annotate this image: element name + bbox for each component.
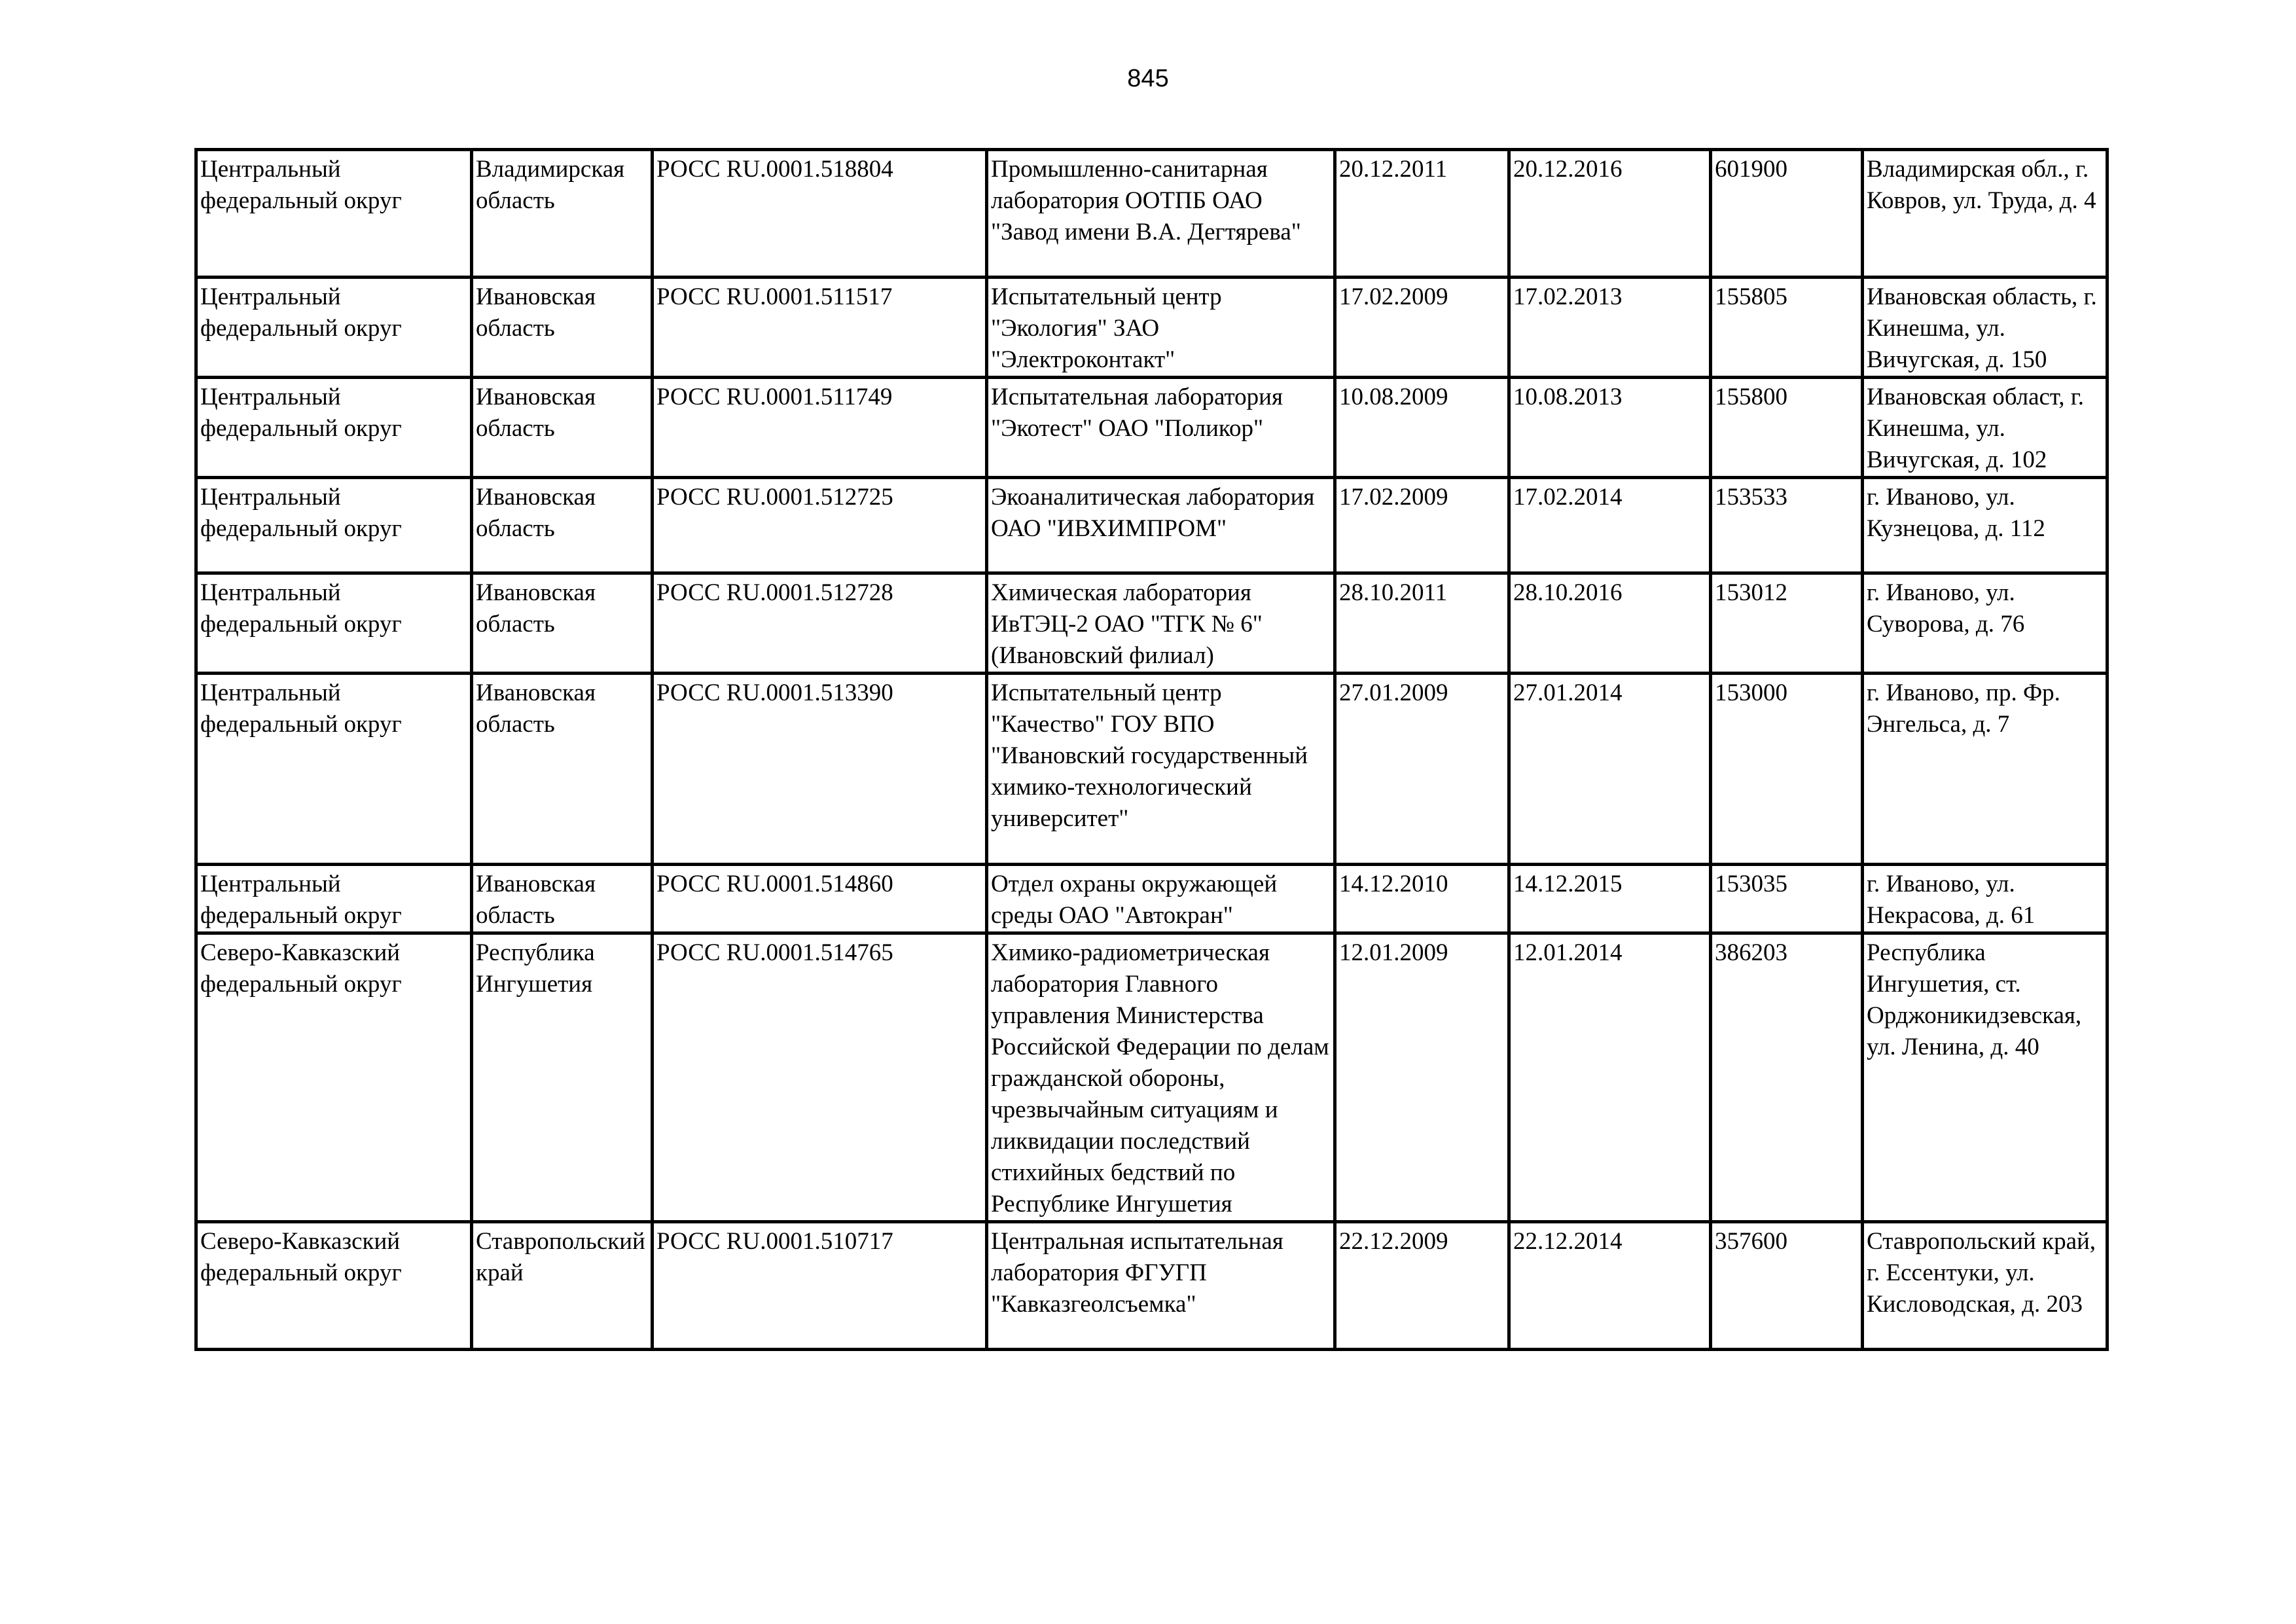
district-cell [196, 278, 472, 378]
page-number: 845 [1127, 65, 1169, 92]
certificate-number-cell-text: РОСС RU.0001.511749 [656, 384, 893, 410]
address-cell-text: Ивановская область, г. Кинешма, ул. Вичугская, д. 150 [1867, 283, 2097, 373]
table-row [196, 478, 2108, 573]
region-cell-text: Ивановская область [476, 679, 596, 738]
postal-code-cell-text: 153000 [1715, 679, 1787, 706]
district-cell [196, 150, 472, 278]
certificate-number-cell [653, 573, 987, 674]
address-cell-text: г. Иваново, ул. Кузнецова, д. 112 [1867, 484, 2045, 542]
address-cell-text: г. Иваново, ул. Некрасова, д. 61 [1867, 871, 2036, 929]
postal-code-cell [1711, 478, 1863, 573]
region-cell [472, 674, 653, 865]
region-cell-text: Ивановская область [476, 384, 596, 442]
organization-cell [987, 933, 1335, 1222]
date-from-cell [1335, 933, 1509, 1222]
address-cell [1863, 573, 2108, 674]
organization-cell [987, 278, 1335, 378]
organization-cell [987, 573, 1335, 674]
region-cell [472, 933, 653, 1222]
certificate-number-cell-text: РОСС RU.0001.512725 [656, 484, 893, 511]
postal-code-cell [1711, 865, 1863, 933]
date-from-cell-text: 22.12.2009 [1339, 1228, 1448, 1255]
region-cell [472, 150, 653, 278]
region-cell [472, 1222, 653, 1350]
certificate-number-cell-text: РОСС RU.0001.514860 [656, 871, 893, 897]
date-from-cell [1335, 378, 1509, 478]
district-cell-text: Центральный федеральный округ [200, 871, 402, 929]
date-from-cell-text: 17.02.2009 [1339, 283, 1448, 310]
date-to-cell [1509, 865, 1711, 933]
date-from-cell [1335, 674, 1509, 865]
district-cell [196, 865, 472, 933]
organization-cell-text: Отдел охраны окружающей среды ОАО "Автокран" [991, 871, 1278, 929]
region-cell-text: Ивановская область [476, 283, 596, 342]
certificate-number-cell [653, 150, 987, 278]
certificate-number-cell-text: РОСС RU.0001.518804 [656, 156, 893, 183]
address-cell [1863, 278, 2108, 378]
postal-code-cell-text: 386203 [1715, 939, 1787, 966]
postal-code-cell-text: 153035 [1715, 871, 1787, 897]
organization-cell-text: Испытательная лаборатория "Экотест" ОАО "Поликор" [991, 384, 1283, 442]
postal-code-cell [1711, 150, 1863, 278]
district-cell [196, 1222, 472, 1350]
date-to-cell-text: 10.08.2013 [1513, 384, 1623, 410]
postal-code-cell [1711, 933, 1863, 1222]
region-cell [472, 478, 653, 573]
district-cell-text: Центральный федеральный округ [200, 679, 402, 738]
date-to-cell-text: 28.10.2016 [1513, 579, 1623, 606]
address-cell-text: Ставропольский край, г. Ессентуки, ул. Кисловодская, д. 203 [1867, 1228, 2096, 1318]
date-to-cell-text: 27.01.2014 [1513, 679, 1623, 706]
organization-cell-text: Промышленно-санитарная лаборатория ООТПБ ОАО "Завод имени В.А. Дегтярева" [991, 156, 1301, 245]
date-to-cell [1509, 278, 1711, 378]
postal-code-cell [1711, 573, 1863, 674]
address-cell [1863, 674, 2108, 865]
date-from-cell-text: 20.12.2011 [1339, 156, 1448, 183]
certificate-number-cell [653, 278, 987, 378]
organization-cell [987, 1222, 1335, 1350]
district-cell [196, 573, 472, 674]
district-cell [196, 378, 472, 478]
district-cell-text: Центральный федеральный округ [200, 484, 402, 542]
district-cell-text: Центральный федеральный округ [200, 579, 402, 638]
date-to-cell-text: 14.12.2015 [1513, 871, 1623, 897]
date-from-cell [1335, 150, 1509, 278]
certificate-number-cell-text: РОСС RU.0001.511517 [656, 283, 893, 310]
date-to-cell-text: 17.02.2013 [1513, 283, 1623, 310]
organization-cell-text: Испытательный центр "Качество" ГОУ ВПО "Ивановский государственный химико-технологический университет" [991, 679, 1308, 832]
address-cell-text: Ивановская област, г. Кинешма, ул. Вичугская, д. 102 [1867, 384, 2085, 473]
organization-cell-text: Центральная испытательная лаборатория ФГУГП "Кавказгеолсъемка" [991, 1228, 1283, 1318]
district-cell-text: Северо-Кавказский федеральный округ [200, 939, 402, 998]
district-cell-text: Северо-Кавказский федеральный округ [200, 1228, 402, 1286]
certificate-number-cell-text: РОСС RU.0001.513390 [656, 679, 893, 706]
postal-code-cell [1711, 378, 1863, 478]
postal-code-cell [1711, 1222, 1863, 1350]
certificate-number-cell-text: РОСС RU.0001.514765 [656, 939, 893, 966]
date-from-cell [1335, 1222, 1509, 1350]
certificate-number-cell [653, 378, 987, 478]
date-from-cell [1335, 865, 1509, 933]
organization-cell-text: Химико-радиометрическая лаборатория Главного управления Министерства Российской Федерации по делам гражданской обороны, чрезвычайным ситуациям и ликвидации последствий стихийных бедствий по Республике Ингушетия [991, 939, 1329, 1218]
table-row [196, 674, 2108, 865]
date-from-cell-text: 14.12.2010 [1339, 871, 1448, 897]
district-cell-text: Центральный федеральный округ [200, 156, 402, 214]
postal-code-cell-text: 155805 [1715, 283, 1787, 310]
address-cell-text: г. Иваново, пр. Фр. Энгельса, д. 7 [1867, 679, 2060, 738]
organization-cell-text: Испытательный центр "Экология" ЗАО "Электроконтакт" [991, 283, 1222, 373]
certificate-number-cell-text: РОСС RU.0001.512728 [656, 579, 893, 606]
date-to-cell [1509, 1222, 1711, 1350]
region-cell-text: Ивановская область [476, 484, 596, 542]
date-from-cell [1335, 278, 1509, 378]
date-from-cell [1335, 573, 1509, 674]
district-cell [196, 674, 472, 865]
address-cell [1863, 378, 2108, 478]
certificate-number-cell [653, 478, 987, 573]
certificate-number-cell-text: РОСС RU.0001.510717 [656, 1228, 893, 1255]
postal-code-cell-text: 601900 [1715, 156, 1787, 183]
date-to-cell [1509, 478, 1711, 573]
region-cell-text: Владимирская область [476, 156, 625, 214]
date-from-cell-text: 27.01.2009 [1339, 679, 1448, 706]
district-cell-text: Центральный федеральный округ [200, 384, 402, 442]
address-cell [1863, 865, 2108, 933]
certificate-number-cell [653, 933, 987, 1222]
table-row [196, 1222, 2108, 1350]
certificate-number-cell [653, 865, 987, 933]
organization-cell [987, 478, 1335, 573]
address-cell-text: Владимирская обл., г. Ковров, ул. Труда, д. 4 [1867, 156, 2096, 214]
certificate-number-cell [653, 674, 987, 865]
region-cell-text: Республика Ингушетия [476, 939, 595, 998]
region-cell-text: Ивановская область [476, 871, 596, 929]
postal-code-cell-text: 357600 [1715, 1228, 1787, 1255]
date-from-cell-text: 10.08.2009 [1339, 384, 1448, 410]
date-to-cell-text: 12.01.2014 [1513, 939, 1623, 966]
organization-cell-text: Экоаналитическая лаборатория ОАО "ИВХИМПРОМ" [991, 484, 1315, 542]
date-to-cell [1509, 573, 1711, 674]
address-cell [1863, 933, 2108, 1222]
region-cell [472, 865, 653, 933]
organization-cell [987, 674, 1335, 865]
date-to-cell-text: 20.12.2016 [1513, 156, 1623, 183]
region-cell [472, 278, 653, 378]
organization-cell [987, 150, 1335, 278]
postal-code-cell [1711, 278, 1863, 378]
date-to-cell [1509, 150, 1711, 278]
table-row [196, 865, 2108, 933]
organization-cell-text: Химическая лаборатория ИвТЭЦ-2 ОАО "ТГК № 6" (Ивановский филиал) [991, 579, 1263, 669]
address-cell-text: Республика Ингушетия, ст. Орджоникидзевская, ул. Ленина, д. 40 [1867, 939, 2082, 1060]
postal-code-cell-text: 155800 [1715, 384, 1787, 410]
organization-cell [987, 865, 1335, 933]
date-to-cell-text: 22.12.2014 [1513, 1228, 1623, 1255]
region-cell [472, 378, 653, 478]
date-from-cell-text: 28.10.2011 [1339, 579, 1448, 606]
date-to-cell [1509, 674, 1711, 865]
postal-code-cell [1711, 674, 1863, 865]
laboratory-registry-table [194, 148, 2109, 1351]
table-row [196, 573, 2108, 674]
date-from-cell [1335, 478, 1509, 573]
date-from-cell-text: 12.01.2009 [1339, 939, 1448, 966]
region-cell-text: Ивановская область [476, 579, 596, 638]
district-cell [196, 933, 472, 1222]
postal-code-cell-text: 153012 [1715, 579, 1787, 606]
certificate-number-cell [653, 1222, 987, 1350]
postal-code-cell-text: 153533 [1715, 484, 1787, 511]
address-cell [1863, 1222, 2108, 1350]
date-to-cell [1509, 933, 1711, 1222]
region-cell-text: Ставропольский край [476, 1228, 645, 1286]
table-row [196, 150, 2108, 278]
district-cell [196, 478, 472, 573]
date-to-cell [1509, 378, 1711, 478]
organization-cell [987, 378, 1335, 478]
table-row [196, 278, 2108, 378]
date-to-cell-text: 17.02.2014 [1513, 484, 1623, 511]
district-cell-text: Центральный федеральный округ [200, 283, 402, 342]
date-from-cell-text: 17.02.2009 [1339, 484, 1448, 511]
table-row [196, 378, 2108, 478]
region-cell [472, 573, 653, 674]
address-cell [1863, 478, 2108, 573]
address-cell-text: г. Иваново, ул. Суворова, д. 76 [1867, 579, 2025, 638]
table-row [196, 933, 2108, 1222]
address-cell [1863, 150, 2108, 278]
